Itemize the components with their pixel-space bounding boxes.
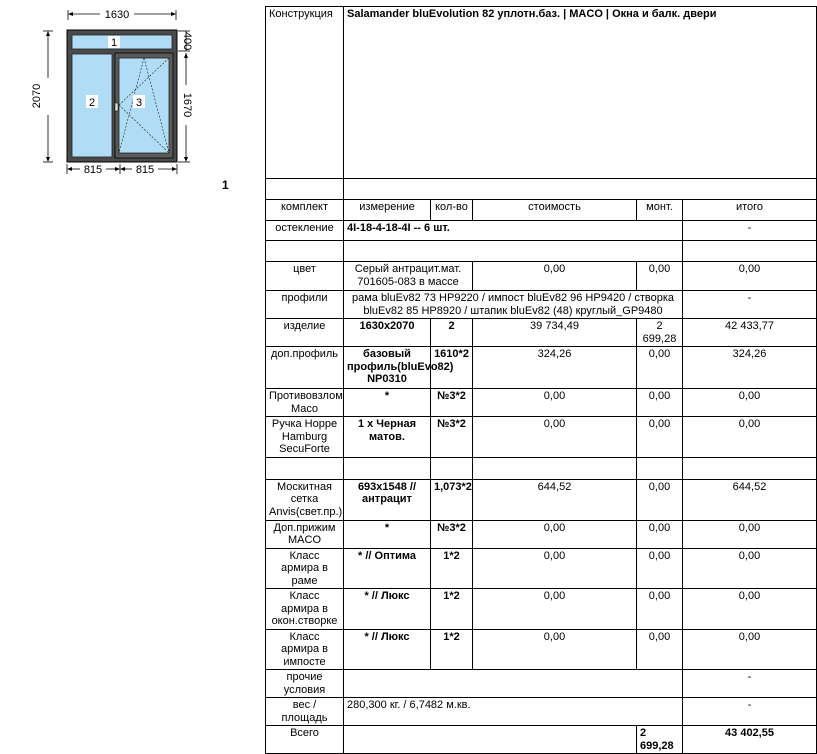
color-cost: 0,00 <box>473 262 637 291</box>
color-label: цвет <box>266 262 344 291</box>
dim-total-height: 2070 <box>31 83 43 109</box>
table-row: Класс армира в окон.створке * // Люкс 1*2 0,00 0,00 0,00 <box>266 589 817 630</box>
header-cost: стоимость <box>473 200 637 221</box>
glazing-value: 4I-18-4-18-4I -- 6 шт. <box>344 221 683 241</box>
header-row <box>266 200 817 221</box>
header-mount: монт. <box>637 200 683 221</box>
product-row <box>266 319 817 347</box>
grand-label: Всего <box>266 726 344 754</box>
position-number: 1 <box>222 178 229 192</box>
color-mount: 0,00 <box>637 262 683 291</box>
profiles-row <box>266 291 817 319</box>
dim-transom-height: 400 <box>181 31 193 51</box>
construction-label: Конструкция <box>266 7 344 179</box>
dim-right-width: 815 <box>135 164 155 176</box>
table-row: Класс армира в раме * // Оптима 1*2 0,00 0,00 0,00 <box>266 548 817 589</box>
dim-total-width: 1630 <box>104 9 130 21</box>
construction-value: Salamander bluEvolution 82 уплотн.баз. | MACO | Окна и балк. двери <box>344 7 817 179</box>
dim-sash-height: 1670 <box>181 92 193 118</box>
construction-row <box>266 7 817 179</box>
profiles-total: - <box>683 291 817 319</box>
weight-row <box>266 698 817 726</box>
other-row <box>266 670 817 698</box>
profiles-label: профили <box>266 291 344 319</box>
table-row: Противовзлом Maco * №3*2 0,00 0,00 0,00 <box>266 389 817 417</box>
other-label: прочие условия <box>266 670 344 698</box>
other-total: - <box>683 670 817 698</box>
glazing-row <box>266 221 817 241</box>
spacer-row <box>266 179 817 200</box>
spec-table <box>265 6 817 754</box>
window-drawing <box>0 0 200 185</box>
product-measure: 1630x2070 <box>344 319 431 347</box>
product-total: 42 433,77 <box>683 319 817 347</box>
header-measure: измерение <box>344 200 431 221</box>
product-label: изделие <box>266 319 344 347</box>
weight-label: вес / площадь <box>266 698 344 726</box>
spacer-row <box>266 457 817 479</box>
color-row <box>266 262 817 291</box>
table-row: Москитная сетка Anvis(свет.пр.) 693x1548 // антрацит 1,073*2 644,52 0,00 644,52 <box>266 479 817 520</box>
grand-total: 43 402,55 <box>683 726 817 754</box>
grand-total-row <box>266 726 817 754</box>
weight-value: 280,300 кг. / 6,7482 м.кв. <box>344 698 683 726</box>
dim-left-width: 815 <box>83 164 103 176</box>
profiles-value: рама bluEv82 73 HP9220 / импост bluEv82 96 HP9420 / створка bluEv82 85 HP8920 / штапик bluEv82 (48) круглый_GP9480 <box>344 291 683 319</box>
header-qty: кол-во <box>431 200 473 221</box>
header-set: комплект <box>266 200 344 221</box>
color-value: Серый антрацит.мат. 701605-083 в массе <box>344 262 473 291</box>
grand-mount: 2 699,28 <box>637 726 683 754</box>
product-cost: 39 734,49 <box>473 319 637 347</box>
glazing-total: - <box>683 221 817 241</box>
header-total: итого <box>683 200 817 221</box>
spacer-row <box>266 241 817 262</box>
pane-3-label: 3 <box>135 97 143 109</box>
product-qty: 2 <box>431 319 473 347</box>
table-row: Класс армира в импосте * // Люкс 1*2 0,00 0,00 0,00 <box>266 629 817 670</box>
glazing-label: остекление <box>266 221 344 241</box>
table-row: Ручка Hoppe Hamburg SecuForte 1 х Черная матов. №3*2 0,00 0,00 0,00 <box>266 417 817 458</box>
table-row: доп.профиль базовый профиль(bluEvo82) NP0310 1610*2 324,26 0,00 324,26 <box>266 347 817 389</box>
pane-2-label: 2 <box>88 97 96 109</box>
weight-total: - <box>683 698 817 726</box>
pane-1-label: 1 <box>110 37 118 49</box>
table-row: Доп.прижим MACO * №3*2 0,00 0,00 0,00 <box>266 520 817 548</box>
product-mount: 2 699,28 <box>637 319 683 347</box>
color-total: 0,00 <box>683 262 817 291</box>
